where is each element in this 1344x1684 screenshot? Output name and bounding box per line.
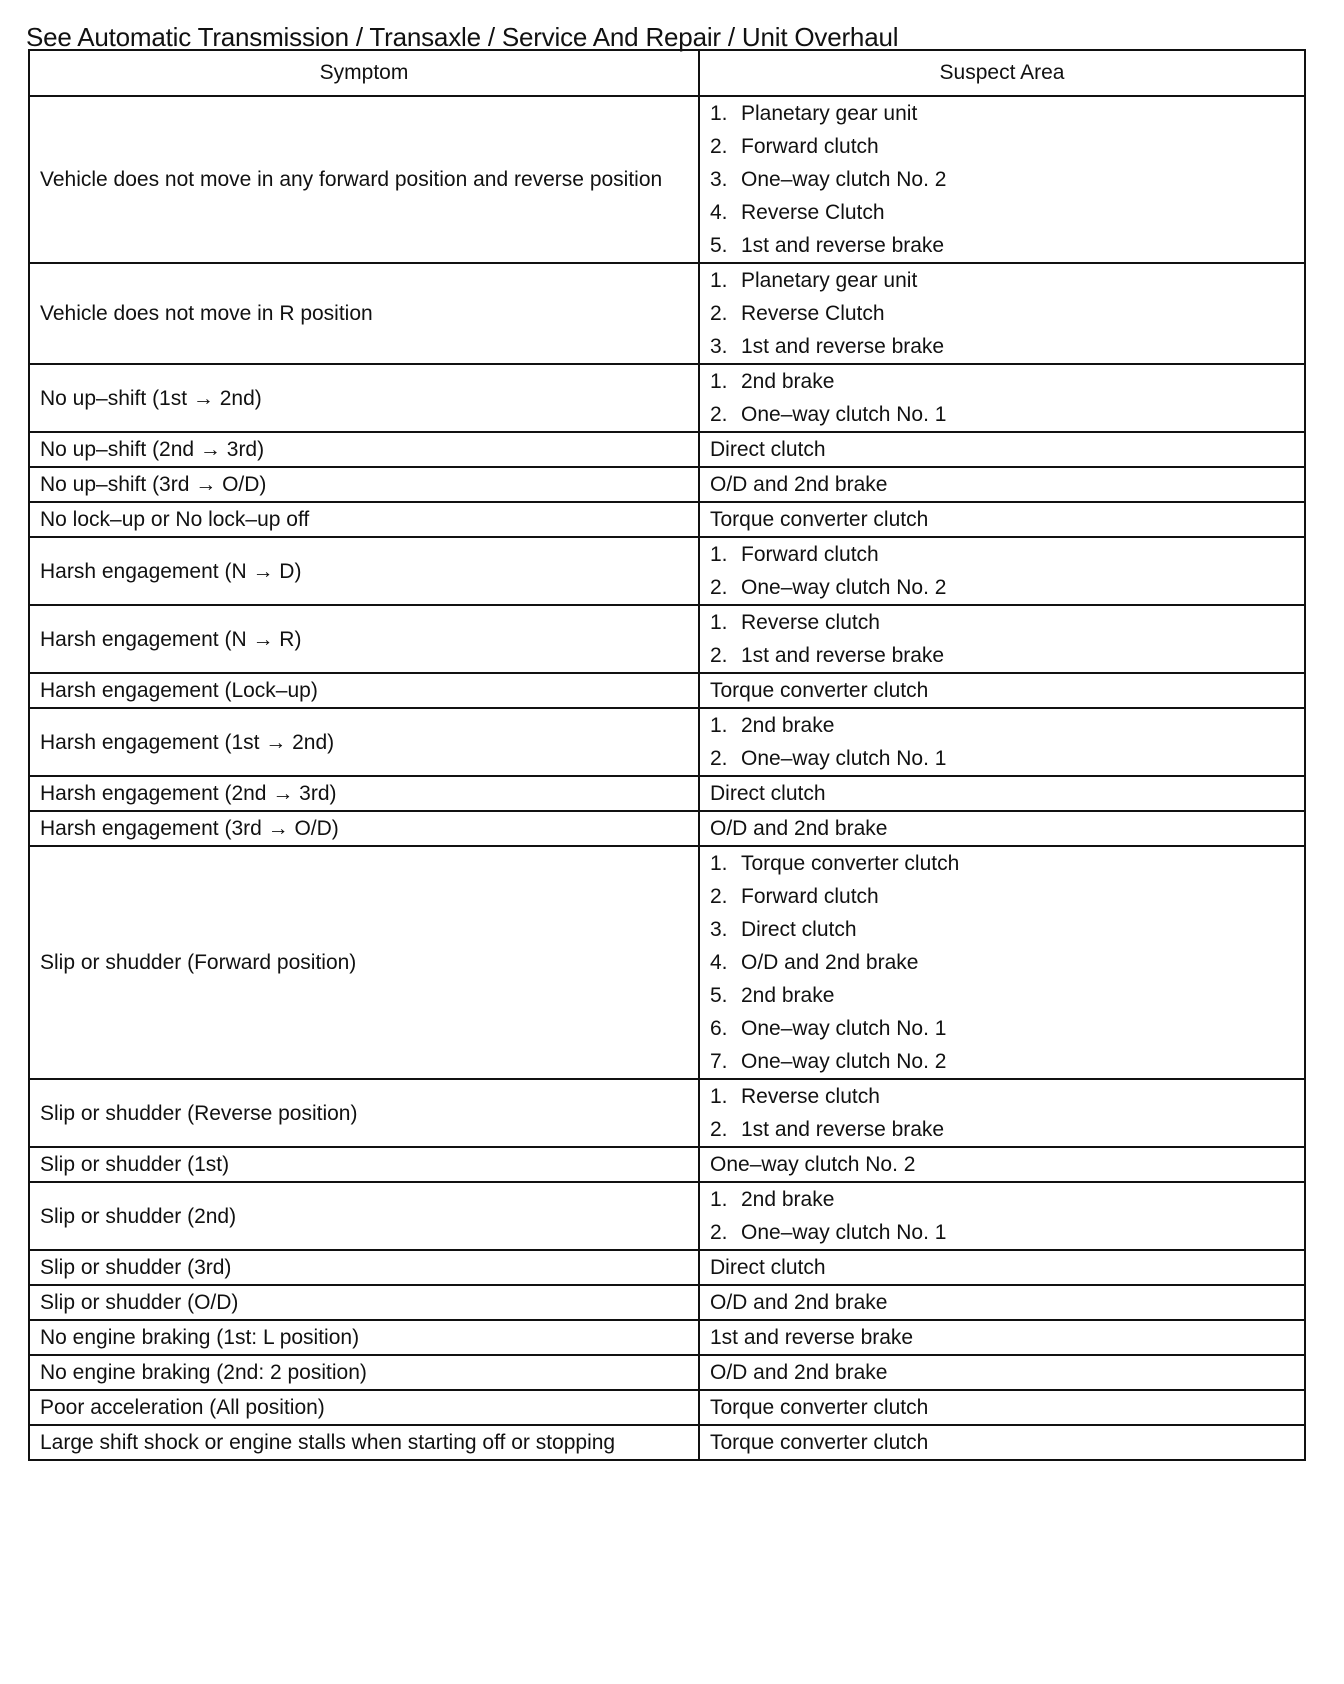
- suspect-area-text: One–way clutch No. 1: [741, 1221, 947, 1244]
- item-number: 5.: [710, 984, 728, 1007]
- suspect-area-item: [710, 1012, 1294, 1045]
- suspect-area-item: [710, 1216, 1294, 1249]
- item-number: 2.: [710, 885, 728, 908]
- suspect-area-text: 2nd brake: [741, 370, 835, 393]
- suspect-area-text: Torque converter clutch: [710, 1431, 929, 1454]
- table-row: [29, 1320, 1305, 1355]
- symptom-cell: Slip or shudder (1st): [29, 1147, 699, 1182]
- suspect-area-text: One–way clutch No. 2: [710, 1153, 916, 1176]
- symptom-cell: No up–shift (3rd → O/D): [29, 467, 699, 502]
- suspect-area-cell: [699, 846, 1305, 1079]
- suspect-area-text: 2nd brake: [741, 1188, 835, 1211]
- suspect-area-text: One–way clutch No. 2: [741, 1050, 947, 1073]
- suspect-area-cell: [699, 502, 1305, 537]
- suspect-area-item: [710, 264, 1294, 297]
- suspect-area-cell: [699, 605, 1305, 673]
- symptom-cell: Slip or shudder (O/D): [29, 1285, 699, 1320]
- symptom-cell: Slip or shudder (Reverse position): [29, 1079, 699, 1147]
- suspect-area-text: 2nd brake: [741, 714, 835, 737]
- symptom-cell: Slip or shudder (Forward position): [29, 846, 699, 1079]
- item-number: 1.: [710, 102, 728, 125]
- suspect-area-item: [710, 330, 1294, 363]
- item-number: 1.: [710, 370, 728, 393]
- suspect-area-text: O/D and 2nd brake: [710, 473, 888, 496]
- suspect-area-text: Planetary gear unit: [741, 102, 918, 125]
- item-number: 1.: [710, 611, 728, 634]
- suspect-area-item: [710, 606, 1294, 639]
- suspect-area-text: Direct clutch: [710, 782, 826, 805]
- item-number: 2.: [710, 403, 728, 426]
- item-number: 2.: [710, 576, 728, 599]
- suspect-area-text: Reverse Clutch: [741, 302, 885, 325]
- suspect-area-item: [710, 979, 1294, 1012]
- suspect-area-text: 2nd brake: [741, 984, 835, 1007]
- suspect-area-cell: [699, 537, 1305, 605]
- suspect-area-cell: [699, 364, 1305, 432]
- symptom-cell: Vehicle does not move in R position: [29, 263, 699, 364]
- suspect-area-list: [710, 264, 1294, 363]
- symptom-table: [28, 49, 1306, 1461]
- suspect-area-item: [710, 946, 1294, 979]
- symptom-column-header: Symptom: [29, 50, 699, 96]
- suspect-area-cell: [699, 1320, 1305, 1355]
- suspect-area-item: [710, 229, 1294, 262]
- symptom-cell: Large shift shock or engine stalls when starting off or stopping: [29, 1425, 699, 1460]
- suspect-area-item: [710, 163, 1294, 196]
- table-row: [29, 1425, 1305, 1460]
- suspect-area-text: O/D and 2nd brake: [710, 1291, 888, 1314]
- suspect-area-item: [710, 196, 1294, 229]
- suspect-area-item: [710, 847, 1294, 880]
- table-row: [29, 776, 1305, 811]
- suspect-area-item: [710, 130, 1294, 163]
- suspect-area-text: 1st and reverse brake: [741, 335, 945, 358]
- item-number: 5.: [710, 234, 728, 257]
- suspect-area-text: One–way clutch No. 2: [741, 168, 947, 191]
- suspect-area-item: [710, 913, 1294, 946]
- symptom-cell: No engine braking (2nd: 2 position): [29, 1355, 699, 1390]
- suspect-area-cell: [699, 1182, 1305, 1250]
- suspect-area-text: Direct clutch: [710, 1256, 826, 1279]
- item-number: 1.: [710, 852, 728, 875]
- suspect-area-item: [710, 538, 1294, 571]
- suspect-area-cell: [699, 1425, 1305, 1460]
- table-row: [29, 467, 1305, 502]
- suspect-area-list: [710, 538, 1294, 604]
- suspect-area-text: One–way clutch No. 2: [741, 576, 947, 599]
- suspect-area-list: [710, 847, 1294, 1078]
- suspect-area-cell: [699, 1250, 1305, 1285]
- table-row: [29, 1079, 1305, 1147]
- suspect-area-list: [710, 1080, 1294, 1146]
- suspect-area-cell: [699, 432, 1305, 467]
- symptom-cell: Slip or shudder (3rd): [29, 1250, 699, 1285]
- suspect-area-cell: [699, 811, 1305, 846]
- suspect-area-column-header: Suspect Area: [699, 50, 1305, 96]
- suspect-area-cell: [699, 1285, 1305, 1320]
- table-row: [29, 846, 1305, 1079]
- suspect-area-cell: [699, 1390, 1305, 1425]
- item-number: 3.: [710, 918, 728, 941]
- suspect-area-list: [710, 365, 1294, 431]
- suspect-area-cell: [699, 708, 1305, 776]
- suspect-area-cell: [699, 1079, 1305, 1147]
- table-row: [29, 1250, 1305, 1285]
- suspect-area-text: Forward clutch: [741, 135, 879, 158]
- item-number: 3.: [710, 335, 728, 358]
- suspect-area-cell: [699, 467, 1305, 502]
- table-row: [29, 537, 1305, 605]
- suspect-area-text: Forward clutch: [741, 885, 879, 908]
- item-number: 1.: [710, 269, 728, 292]
- suspect-area-text: 1st and reverse brake: [741, 1118, 945, 1141]
- suspect-area-text: 1st and reverse brake: [710, 1326, 914, 1349]
- item-number: 2.: [710, 135, 728, 158]
- suspect-area-item: [710, 1113, 1294, 1146]
- suspect-area-item: [710, 639, 1294, 672]
- item-number: 2.: [710, 1118, 728, 1141]
- table-row: [29, 1390, 1305, 1425]
- item-number: 4.: [710, 951, 728, 974]
- suspect-area-text: Torque converter clutch: [710, 508, 929, 531]
- table-row: [29, 432, 1305, 467]
- suspect-area-list: [710, 1183, 1294, 1249]
- symptom-cell: Harsh engagement (1st → 2nd): [29, 708, 699, 776]
- table-row: [29, 708, 1305, 776]
- suspect-area-item: [710, 1045, 1294, 1078]
- suspect-area-cell: [699, 673, 1305, 708]
- suspect-area-list: [710, 97, 1294, 262]
- table-row: [29, 1182, 1305, 1250]
- item-number: 2.: [710, 302, 728, 325]
- suspect-area-list: [710, 606, 1294, 672]
- table-row: [29, 1355, 1305, 1390]
- table-row: [29, 502, 1305, 537]
- symptom-cell: Harsh engagement (Lock–up): [29, 673, 699, 708]
- suspect-area-text: One–way clutch No. 1: [741, 1017, 947, 1040]
- suspect-area-item: [710, 880, 1294, 913]
- suspect-area-text: Torque converter clutch: [710, 679, 929, 702]
- suspect-area-item: [710, 571, 1294, 604]
- suspect-area-text: O/D and 2nd brake: [710, 1361, 888, 1384]
- table-header-row: [29, 50, 1305, 96]
- table-row: [29, 96, 1305, 263]
- suspect-area-list: [710, 709, 1294, 775]
- suspect-area-text: One–way clutch No. 1: [741, 747, 947, 770]
- suspect-area-text: Direct clutch: [710, 438, 826, 461]
- suspect-area-item: [710, 1183, 1294, 1216]
- item-number: 2.: [710, 1221, 728, 1244]
- suspect-area-text: Forward clutch: [741, 543, 879, 566]
- table-row: [29, 673, 1305, 708]
- suspect-area-text: One–way clutch No. 1: [741, 403, 947, 426]
- suspect-area-cell: [699, 1147, 1305, 1182]
- symptom-cell: No up–shift (2nd → 3rd): [29, 432, 699, 467]
- suspect-area-text: Torque converter clutch: [741, 852, 960, 875]
- suspect-area-item: [710, 398, 1294, 431]
- suspect-area-text: Torque converter clutch: [710, 1396, 929, 1419]
- table-row: [29, 605, 1305, 673]
- suspect-area-cell: [699, 776, 1305, 811]
- symptom-cell: Vehicle does not move in any forward position and reverse position: [29, 96, 699, 263]
- item-number: 7.: [710, 1050, 728, 1073]
- suspect-area-text: Reverse clutch: [741, 611, 880, 634]
- suspect-area-item: [710, 297, 1294, 330]
- suspect-area-text: Reverse Clutch: [741, 201, 885, 224]
- symptom-cell: Slip or shudder (2nd): [29, 1182, 699, 1250]
- table-row: [29, 263, 1305, 364]
- item-number: 2.: [710, 747, 728, 770]
- suspect-area-cell: [699, 263, 1305, 364]
- item-number: 2.: [710, 644, 728, 667]
- table-body: [29, 96, 1305, 1460]
- item-number: 1.: [710, 1188, 728, 1211]
- item-number: 4.: [710, 201, 728, 224]
- page-heading: See Automatic Transmission / Transaxle / Service And Repair / Unit Overhaul: [26, 22, 899, 52]
- suspect-area-text: Reverse clutch: [741, 1085, 880, 1108]
- suspect-area-text: 1st and reverse brake: [741, 234, 945, 257]
- suspect-area-item: [710, 709, 1294, 742]
- suspect-area-item: [710, 1080, 1294, 1113]
- symptom-cell: Harsh engagement (3rd → O/D): [29, 811, 699, 846]
- suspect-area-text: O/D and 2nd brake: [710, 817, 888, 840]
- suspect-area-cell: [699, 96, 1305, 263]
- symptom-cell: Harsh engagement (N → D): [29, 537, 699, 605]
- item-number: 1.: [710, 1085, 728, 1108]
- symptom-cell: Harsh engagement (2nd → 3rd): [29, 776, 699, 811]
- symptom-cell: No engine braking (1st: L position): [29, 1320, 699, 1355]
- table-row: [29, 1285, 1305, 1320]
- suspect-area-text: 1st and reverse brake: [741, 644, 945, 667]
- table-row: [29, 364, 1305, 432]
- suspect-area-cell: [699, 1355, 1305, 1390]
- item-number: 6.: [710, 1017, 728, 1040]
- item-number: 3.: [710, 168, 728, 191]
- suspect-area-text: Planetary gear unit: [741, 269, 918, 292]
- suspect-area-item: [710, 365, 1294, 398]
- item-number: 1.: [710, 714, 728, 737]
- symptom-cell: Harsh engagement (N → R): [29, 605, 699, 673]
- suspect-area-text: Direct clutch: [741, 918, 857, 941]
- table-row: [29, 1147, 1305, 1182]
- suspect-area-item: [710, 742, 1294, 775]
- suspect-area-item: [710, 97, 1294, 130]
- table-row: [29, 811, 1305, 846]
- symptom-cell: Poor acceleration (All position): [29, 1390, 699, 1425]
- suspect-area-text: O/D and 2nd brake: [741, 951, 919, 974]
- item-number: 1.: [710, 543, 728, 566]
- symptom-cell: No up–shift (1st → 2nd): [29, 364, 699, 432]
- symptom-cell: No lock–up or No lock–up off: [29, 502, 699, 537]
